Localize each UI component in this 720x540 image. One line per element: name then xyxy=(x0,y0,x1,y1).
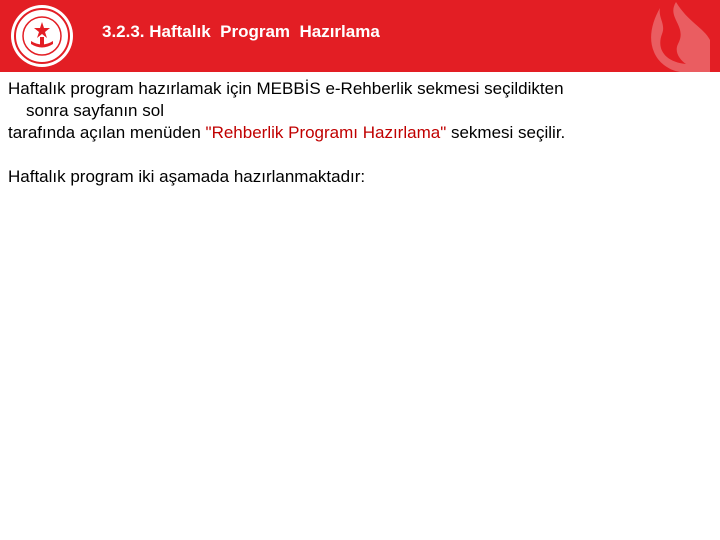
meb-logo-icon xyxy=(8,3,76,69)
slide-body xyxy=(8,78,708,188)
stages-paragraph: Haftalık program iki aşamada hazırlanmaktadır: xyxy=(8,167,366,186)
instruction-paragraph xyxy=(8,78,708,144)
menu-item-highlight: "Rehberlik Programı Hazırlama" xyxy=(205,123,447,142)
header-bar xyxy=(0,0,720,72)
flame-icon xyxy=(630,0,710,72)
page-title: 3.2.3. Haftalık Program Hazırlama xyxy=(102,22,380,41)
instruction-line-2: sonra sayfanın sol xyxy=(26,101,164,120)
instruction-line-3-start: tarafında açılan menüden xyxy=(8,123,206,142)
instruction-line-3-end: sekmesi seçilir. xyxy=(446,123,566,142)
instruction-line-1: Haftalık program hazırlamak için MEBBİS e-Rehberlik sekmesi seçildikten xyxy=(8,79,564,98)
